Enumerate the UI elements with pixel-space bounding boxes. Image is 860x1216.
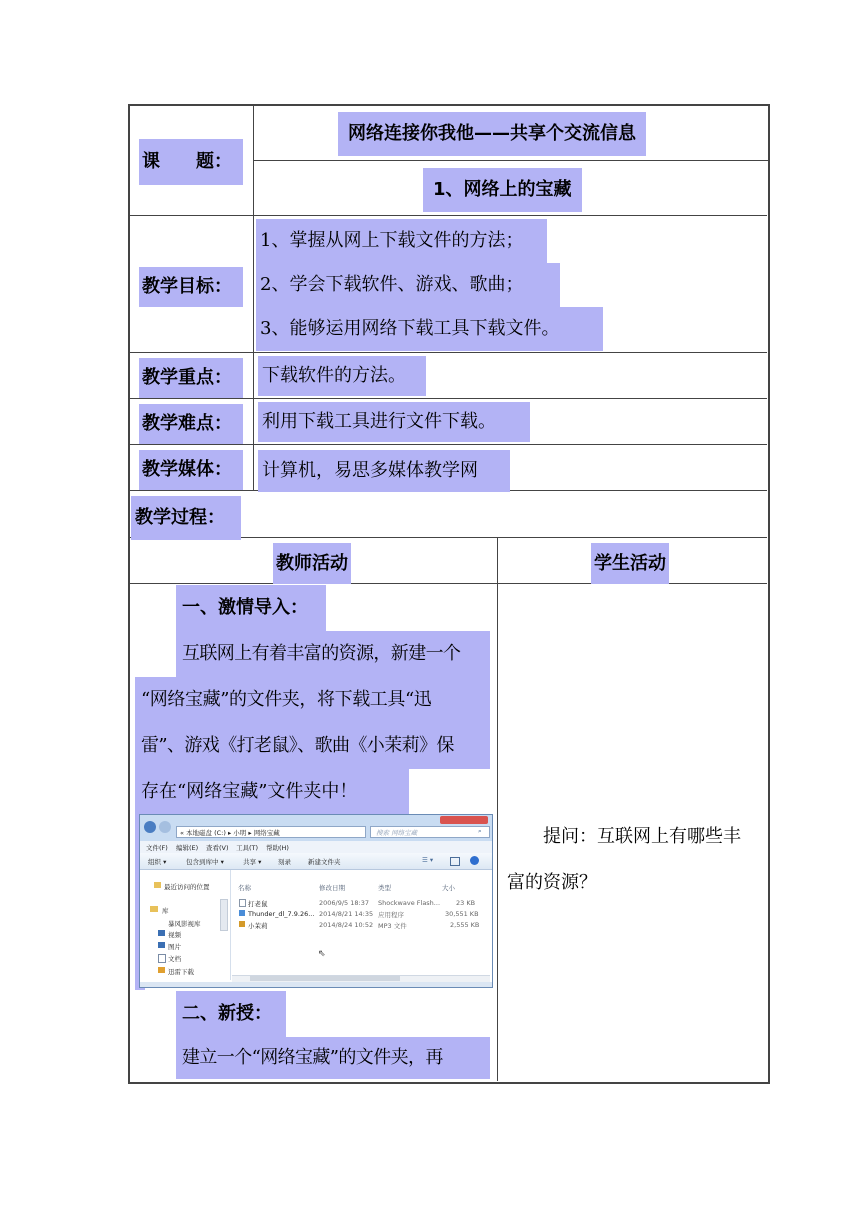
teacher-header: 教师活动	[273, 543, 351, 584]
student-header: 学生活动	[591, 543, 669, 584]
file-name: Thunder_dl_7.9.26...	[248, 910, 315, 918]
file-size: 23 KB	[456, 899, 476, 907]
file-name: 小茉莉	[248, 922, 268, 930]
menu-item: 查看(V)	[206, 844, 229, 852]
teacher-text-line: 雷”、游戏《打老鼠》、歌曲《小茉莉》保	[135, 723, 490, 769]
library-icon	[150, 906, 158, 912]
media-value: 计算机，易思多媒体教学网	[258, 450, 510, 492]
teacher-text-line: 存在“网络宝藏”文件夹中！	[135, 769, 409, 815]
toolbar-item: 组织 ▾	[148, 858, 167, 866]
row-divider	[129, 444, 767, 445]
file-type: MP3 文件	[378, 922, 407, 930]
toolbar-item: 刻录	[278, 858, 291, 866]
process-label: 教学过程：	[131, 496, 241, 540]
menu-item: 文件(F)	[146, 844, 168, 852]
picture-icon	[158, 942, 165, 948]
file-date: 2014/8/21 14:35	[319, 910, 374, 918]
forward-icon	[159, 821, 171, 833]
file-type: Shockwave Flash...	[378, 899, 441, 907]
video-icon	[158, 930, 165, 936]
teacher-text-line: 建立一个“网络宝藏”的文件夹，再	[176, 1037, 490, 1079]
file-date: 2014/8/24 10:52	[319, 921, 374, 929]
toolbar-item: 共享 ▾	[243, 858, 262, 866]
file-name: 打老鼠	[248, 900, 268, 908]
nav-scrollbar	[220, 899, 228, 931]
menu-item: 编辑(E)	[176, 844, 199, 852]
goal-item: 2、学会下载软件、游戏、歌曲；	[256, 263, 560, 307]
column-name: 名称	[238, 884, 251, 892]
file-size: 2,555 KB	[450, 921, 480, 929]
goals-label: 教学目标：	[139, 267, 243, 307]
topic-title: 网络连接你我他——共享个交流信息	[338, 112, 646, 156]
file-size: 30,551 KB	[445, 910, 479, 918]
back-icon	[144, 821, 156, 833]
nav-item-library: 库	[162, 907, 169, 915]
file-date: 2006/9/5 18:37	[319, 899, 369, 907]
topic-subtitle: 1、网络上的宝藏	[423, 168, 582, 212]
nav-item-thunder: 迅雷下载	[168, 968, 194, 976]
row-divider	[129, 215, 767, 216]
address-text: « 本地磁盘 (C:) ▸ 小明 ▸ 网络宝藏	[180, 829, 280, 837]
difficulty-value: 利用下载工具进行文件下载。	[258, 402, 530, 442]
status-bar	[140, 982, 492, 988]
search-icon: ⌕	[478, 827, 482, 835]
nav-item-recent: 最近访问的位置	[164, 883, 210, 891]
scroll-thumb	[250, 976, 400, 981]
section2-title: 二、新授：	[176, 991, 286, 1037]
app-icon	[239, 910, 245, 916]
toolbar-item: 新建文件夹	[308, 858, 341, 866]
document-icon	[158, 954, 166, 963]
student-question: 富的资源？	[507, 872, 597, 893]
col-divider	[497, 537, 498, 1081]
col-divider	[253, 105, 254, 491]
menu-item: 帮助(H)	[266, 844, 289, 852]
nav-item-video: 视频	[168, 931, 181, 939]
column-type: 类型	[378, 884, 391, 892]
focus-label: 教学重点：	[139, 358, 243, 398]
goal-item: 3、能够运用网络下载工具下载文件。	[256, 307, 603, 351]
focus-value: 下载软件的方法。	[258, 356, 426, 396]
media-label: 教学媒体：	[139, 450, 243, 490]
thunder-icon	[158, 967, 165, 973]
row-divider	[253, 160, 768, 161]
menu-item: 工具(T)	[236, 844, 259, 852]
search-placeholder: 搜索 网络宝藏	[376, 829, 418, 837]
teacher-text-line: “网络宝藏”的文件夹，将下载工具“迅	[135, 677, 490, 723]
nav-item-baofeng: 暴风影视库	[168, 920, 201, 928]
music-icon	[239, 921, 245, 927]
row-divider	[129, 352, 767, 353]
goal-item: 1、掌握从网上下载文件的方法；	[256, 219, 547, 263]
column-date: 修改日期	[319, 884, 345, 892]
teacher-text-line: 互联网上有着丰富的资源，新建一个	[176, 631, 490, 677]
row-divider	[129, 398, 767, 399]
column-size: 大小	[442, 884, 455, 892]
cursor-icon: ⇖	[318, 949, 326, 959]
nav-item-pictures: 图片	[168, 943, 181, 951]
student-question: 提问：互联网上有哪些丰	[543, 826, 741, 847]
nav-item-documents: 文档	[168, 955, 181, 963]
file-icon	[239, 899, 246, 907]
help-icon	[470, 856, 479, 865]
section1-title: 一、激情导入：	[176, 585, 326, 631]
explorer-screenshot	[139, 814, 493, 988]
view-icon: ☰ ▾	[422, 856, 434, 864]
difficulty-label: 教学难点：	[139, 404, 243, 444]
window-controls	[440, 816, 488, 824]
file-type: 应用程序	[378, 911, 404, 919]
topic-label: 课 题：	[139, 139, 243, 185]
preview-pane-icon	[450, 857, 460, 866]
toolbar-item: 包含到库中 ▾	[186, 858, 224, 866]
row-divider	[129, 583, 767, 584]
folder-icon	[154, 882, 161, 888]
